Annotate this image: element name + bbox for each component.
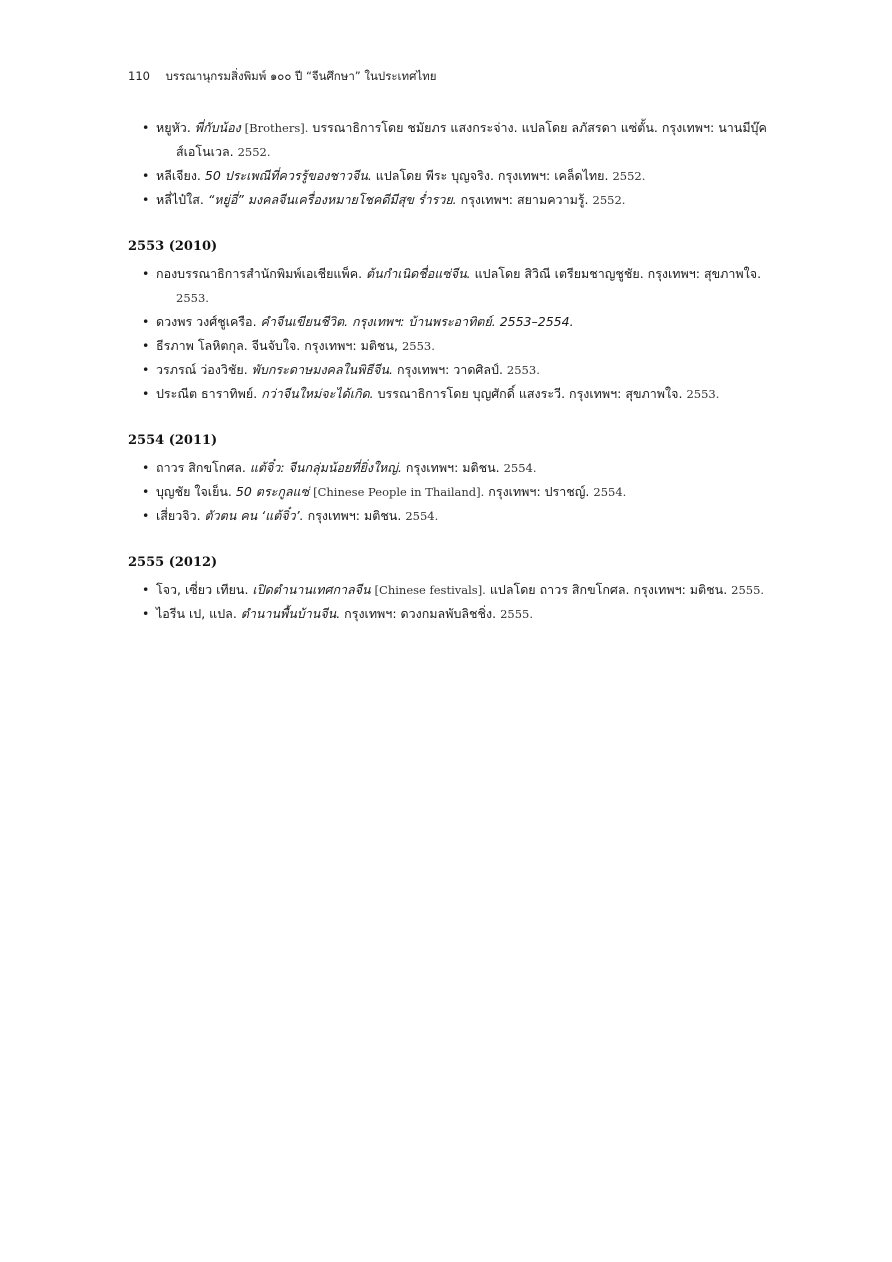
entry-year: 2552. [612,169,646,183]
bibliography-entry [128,310,768,334]
running-title: บรรณานุกรมสิ่งพิมพ์ ๑๐๐ ปี “จีนศึกษา” ในประเทศไทย [165,69,437,83]
entry-author: หลี่ไป๋ใส. [156,192,204,207]
bibliography-entry [128,480,768,504]
entry-publication: แปลโดย พีระ บุญจริง. กรุงเทพฯ: เคล็ดไทย. [375,168,609,183]
entry-author: ธีรภาพ โลหิตกุล. [156,338,248,353]
entry-year: 2553. [176,291,209,305]
entry-publication: กรุงเทพฯ: ดวงกมลพับลิชชิ่ง. [344,606,497,621]
entry-title: 50 ประเพณีที่ควรรู้ของชาวจีน. [204,168,372,183]
entry-english-title: [Chinese People in Thailand]. [313,485,485,499]
entry-author: บุญชัย ใจเย็น. [156,484,232,499]
entry-author: หยูหัว. [156,120,191,135]
entry-publication: จีนจับใจ. กรุงเทพฯ: มติชน, [251,338,398,353]
running-head [128,68,436,86]
entry-year: 2552. [592,193,626,207]
year-heading: 2554 (2011) [128,433,218,448]
entry-title: คำจีนเขียนชีวิต. กรุงเทพฯ: บ้านพระอาทิตย์. 2553–2554. [260,314,574,329]
entry-publication: แปลโดย สิวิณี เตรียมชาญชูชัย. กรุงเทพฯ: สุขภาพใจ. [474,266,762,281]
entry-english-title: [Chinese festivals]. [374,583,486,597]
entry-year: 2553. [401,339,435,353]
bibliography-entry [128,164,768,188]
entry-english-title: [Brothers]. [244,121,309,135]
entry-year: 2553. [506,363,540,377]
bibliography-entry [128,578,768,602]
entry-title: ตัวตน คน ‘แต้จิ๋ว’. [204,508,304,523]
entry-title: พี่กับน้อง [194,120,241,135]
bibliography-entry [128,358,768,382]
bibliography-entry [128,262,768,310]
entry-title: 50 ตระกูลแซ่ [235,484,310,499]
bibliography-section [128,431,768,528]
entry-list [128,456,768,528]
page-number: 110 [128,69,150,83]
bibliography-entry [128,116,768,164]
entry-author: ถาวร สิกขโกศล. [156,460,246,475]
entry-title: เปิดตำนานเทศกาลจีน [252,582,371,597]
entry-author: วรภรณ์ ว่องวิชัย. [156,362,248,377]
entry-title: แต้จิ๋ว: จีนกลุ่มน้อยที่ยิ่งใหญ่. [249,460,402,475]
entry-year: 2555. [500,607,534,621]
entry-title: พับกระดาษมงคลในพิธีจีน. [251,362,393,377]
entry-list [128,578,768,626]
bibliography-entry [128,334,768,358]
entry-publication: แปลโดย ถาวร สิกขโกศล. กรุงเทพฯ: มติชน. [489,582,728,597]
bibliography-content [128,116,768,651]
entry-publication: บรรณาธิการโดย บุญศักดิ์ แสงระวี. กรุงเทพฯ: สุขภาพใจ. [377,386,683,401]
entry-author: โจว, เซี่ยว เทียน. [156,582,249,597]
entry-year: 2552. [237,145,271,159]
entry-year: 2553. [686,387,720,401]
entry-title: “หยู่อี่” มงคลจีนเครื่องหมายโชคดีมีสุข ร่ำรวย. [207,192,457,207]
bibliography-section [128,553,768,626]
entry-author: หลีเจียง. [156,168,201,183]
bibliography-entry [128,504,768,528]
entry-author: ไอรีน เป, แปล. [156,606,237,621]
entry-title: ต้นกำเนิดชื่อแซ่จีน. [366,266,471,281]
entry-year: 2554. [593,485,627,499]
entry-title: ตำนานพื้นบ้านจีน. [240,606,341,621]
entry-publication: กรุงเทพฯ: วาดศิลป์. [396,362,503,377]
entry-publication: กรุงเทพฯ: มติชน. [405,460,500,475]
bibliography-section [128,237,768,406]
entry-year: 2555. [731,583,765,597]
year-heading: 2553 (2010) [128,239,218,254]
entry-year: 2554. [405,509,439,523]
entry-publication: กรุงเทพฯ: สยามความรู้. [460,192,589,207]
bibliography-entry [128,382,768,406]
entry-list [128,116,768,212]
entry-publication: บรรณาธิการโดย ชมัยภร แสงกระจ่าง. แปลโดย ลภัสรดา แซ่ตั้น. กรุงเทพฯ: นานมีบุ๊คส์เอโนเวล. [176,120,767,159]
entry-publication: กรุงเทพฯ: มติชน. [307,508,402,523]
entry-author: ดวงพร วงศ์ชูเครือ. [156,314,257,329]
bibliography-entry [128,188,768,212]
entry-year: 2554. [503,461,537,475]
bibliography-entry [128,602,768,626]
entry-publication: กรุงเทพฯ: ปราชญ์. [488,484,590,499]
entry-author: กองบรรณาธิการสำนักพิมพ์เอเชียแพ็ค. [156,266,363,281]
entry-list [128,262,768,406]
entry-author: ประณีต ธาราทิพย์. [156,386,258,401]
year-heading: 2555 (2012) [128,555,218,570]
bibliography-entry [128,456,768,480]
entry-author: เสี่ยวจิว. [156,508,201,523]
entry-title: กว่าจีนใหม่จะได้เกิด. [261,386,374,401]
bibliography-section [128,116,768,212]
